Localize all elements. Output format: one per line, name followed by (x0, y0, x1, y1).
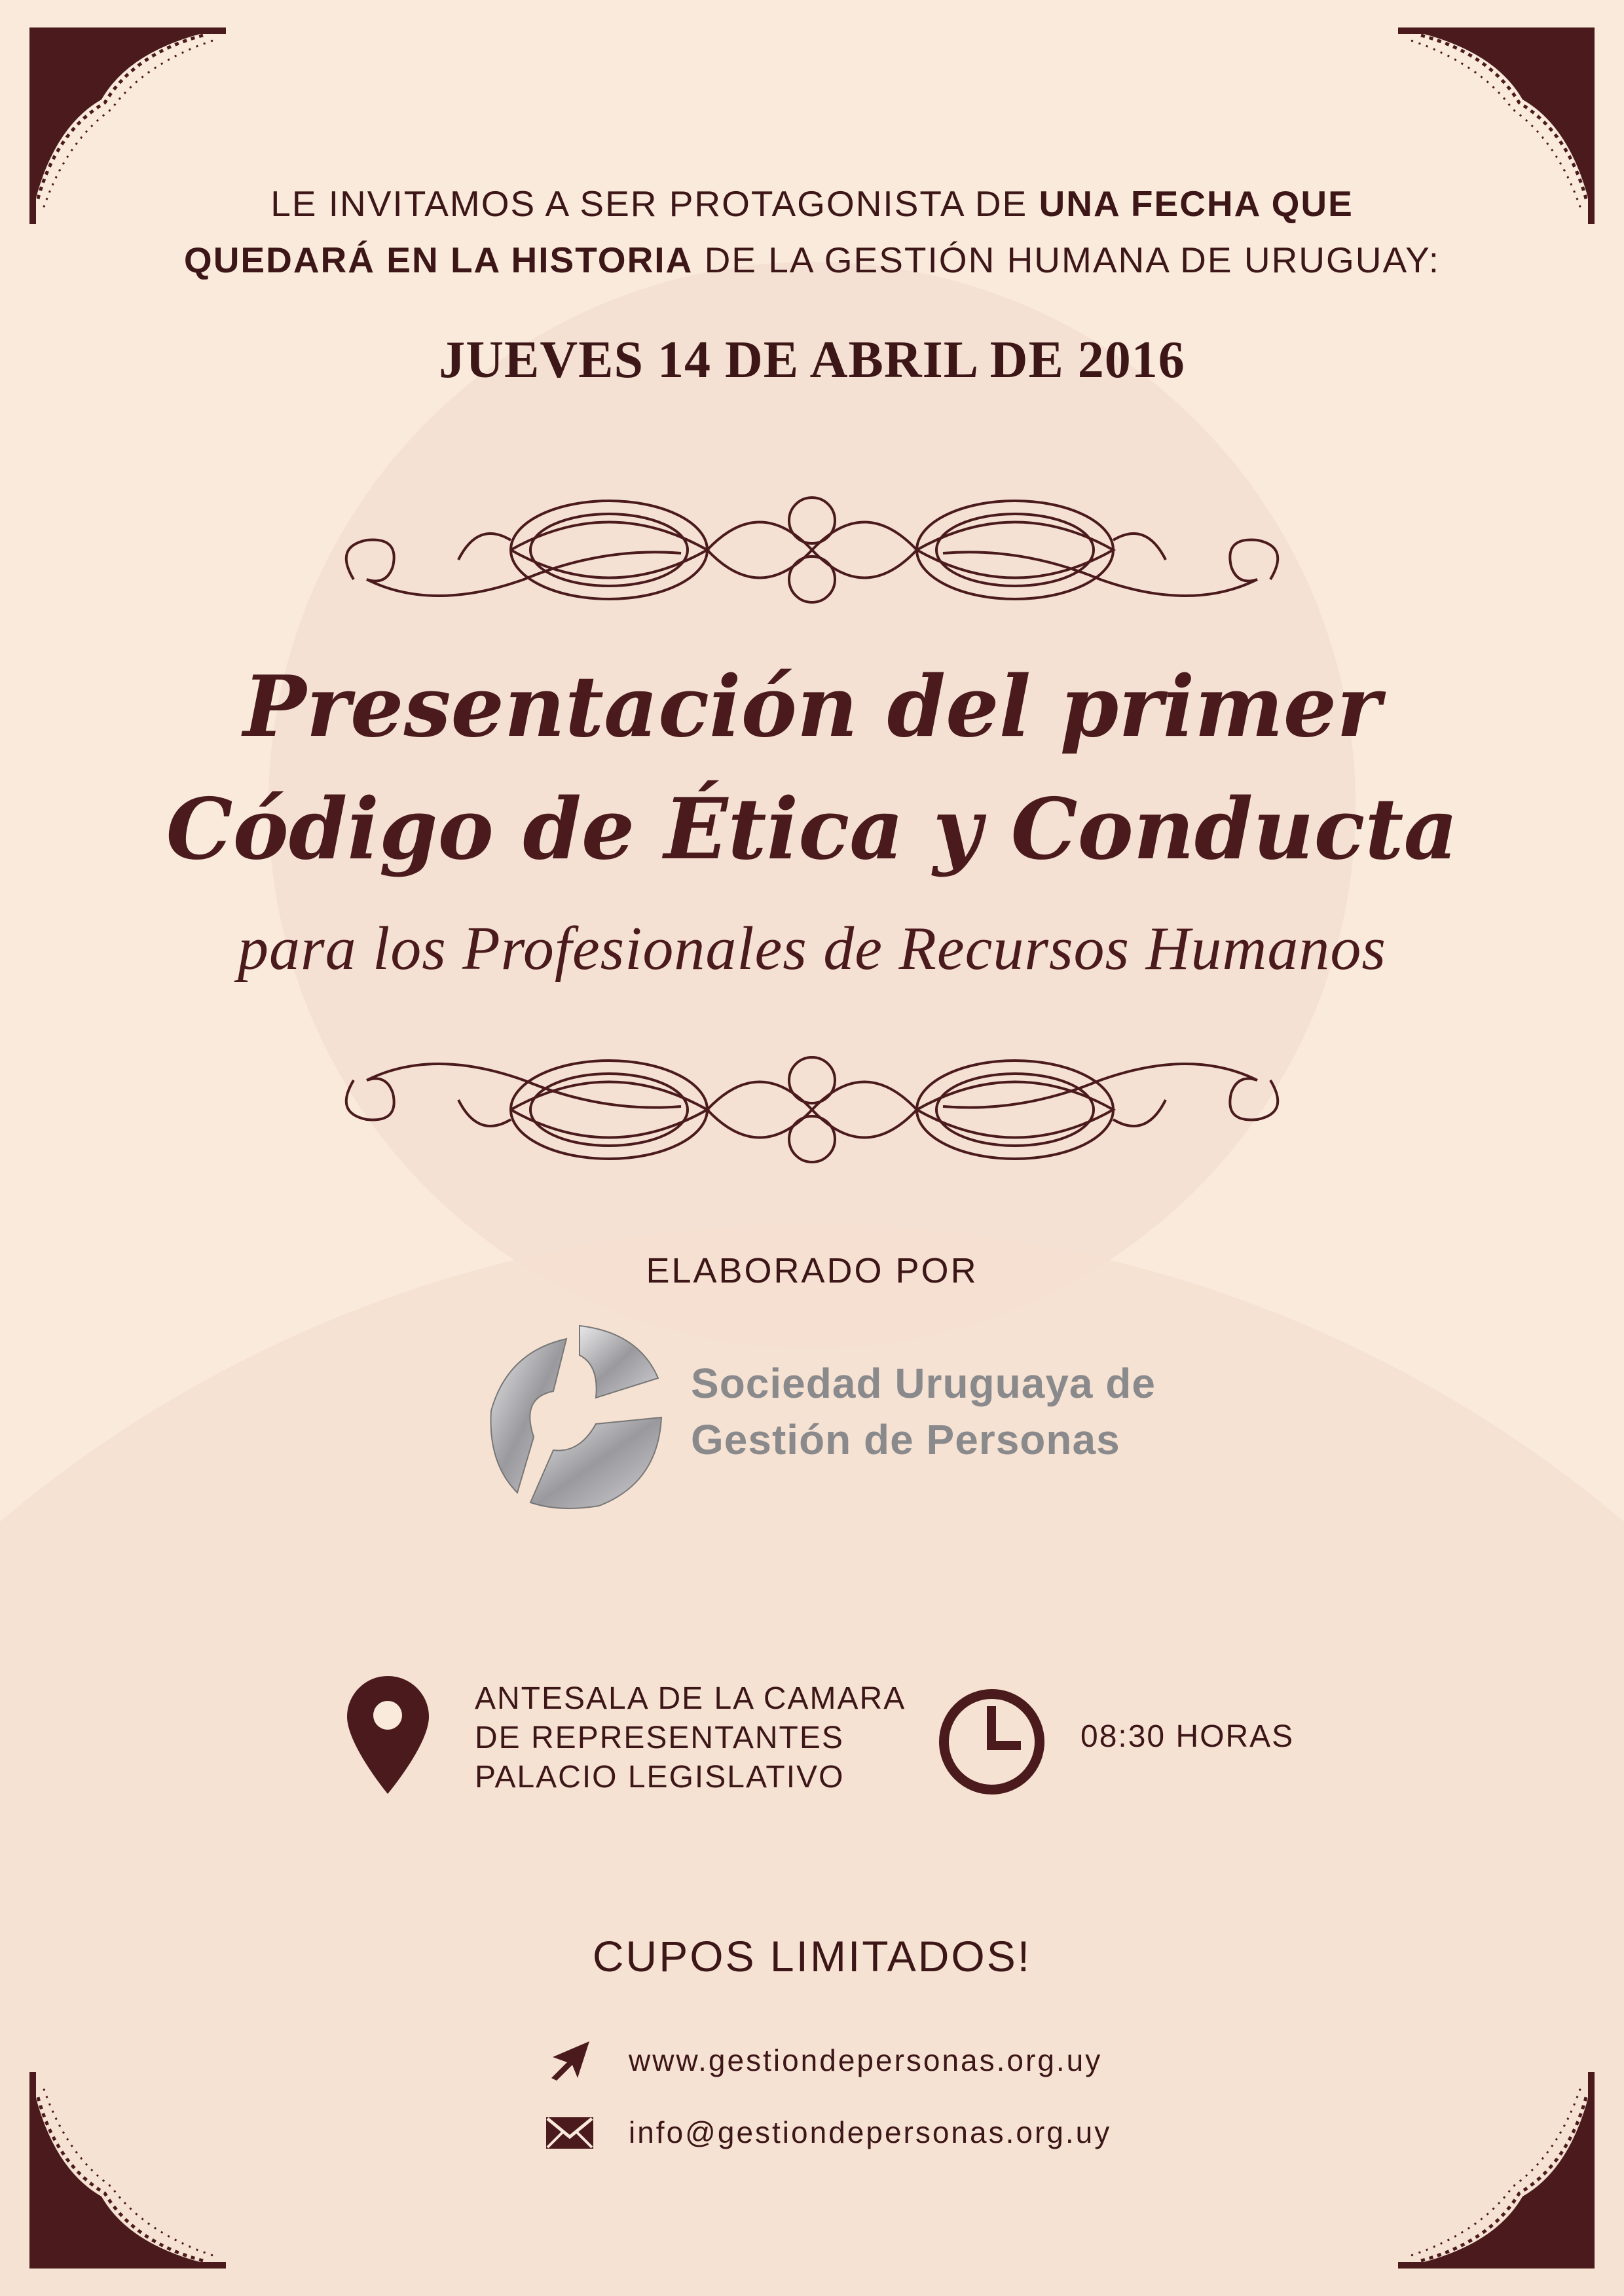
envelope-icon (544, 2109, 596, 2155)
org-name-line-2: Gestión de Personas (691, 1416, 1120, 1463)
limited-seats-notice: CUPOS LIMITADOS! (592, 1932, 1032, 1980)
corner-ornament-icon (1398, 2072, 1595, 2269)
corner-ornament-icon (29, 2072, 226, 2269)
invite-line1-normal: LE INVITAMOS A SER PROTAGONISTA DE (270, 183, 1039, 224)
website-row[interactable] (544, 2037, 1102, 2083)
invitation-text (0, 175, 1624, 288)
email-link[interactable]: info@gestiondepersonas.org.uy (629, 2115, 1112, 2149)
organization-name (691, 1355, 1156, 1468)
venue-line-1: ANTESALA DE LA CAMARA (475, 1681, 906, 1716)
invite-line2-bold: QUEDARÁ EN LA HISTORIA (183, 240, 693, 280)
event-date: JUEVES 14 DE ABRIL DE 2016 (439, 331, 1185, 389)
title-subtitle: para los Profesionales de Recursos Humanos (238, 915, 1386, 983)
email-row[interactable] (544, 2109, 1111, 2155)
venue-line-3: PALACIO LEGISLATIVO (475, 1760, 845, 1795)
invite-line1-bold: UNA FECHA QUE (1039, 183, 1354, 224)
sugp-logo-icon (481, 1319, 668, 1516)
clock-icon (938, 1688, 1046, 1796)
credits-label: ELABORADO POR (646, 1251, 978, 1290)
map-pin-icon (347, 1676, 429, 1794)
org-name-line-1: Sociedad Uruguaya de (691, 1360, 1156, 1407)
title-line-2: Código de Ética y Conducta (166, 780, 1458, 879)
website-link[interactable]: www.gestiondepersonas.org.uy (629, 2043, 1103, 2077)
venue-address (475, 1679, 906, 1797)
venue-line-2: DE REPRESENTANTES (475, 1721, 844, 1755)
flourish-divider-icon (327, 1041, 1297, 1178)
cursor-arrow-icon (544, 2037, 596, 2083)
event-time: 08:30 HORAS (1080, 1719, 1295, 1754)
flourish-divider-icon (327, 481, 1297, 619)
invite-line2-normal: DE LA GESTIÓN HUMANA DE URUGUAY: (693, 240, 1441, 280)
title-line-1: Presentación del primer (243, 658, 1381, 756)
